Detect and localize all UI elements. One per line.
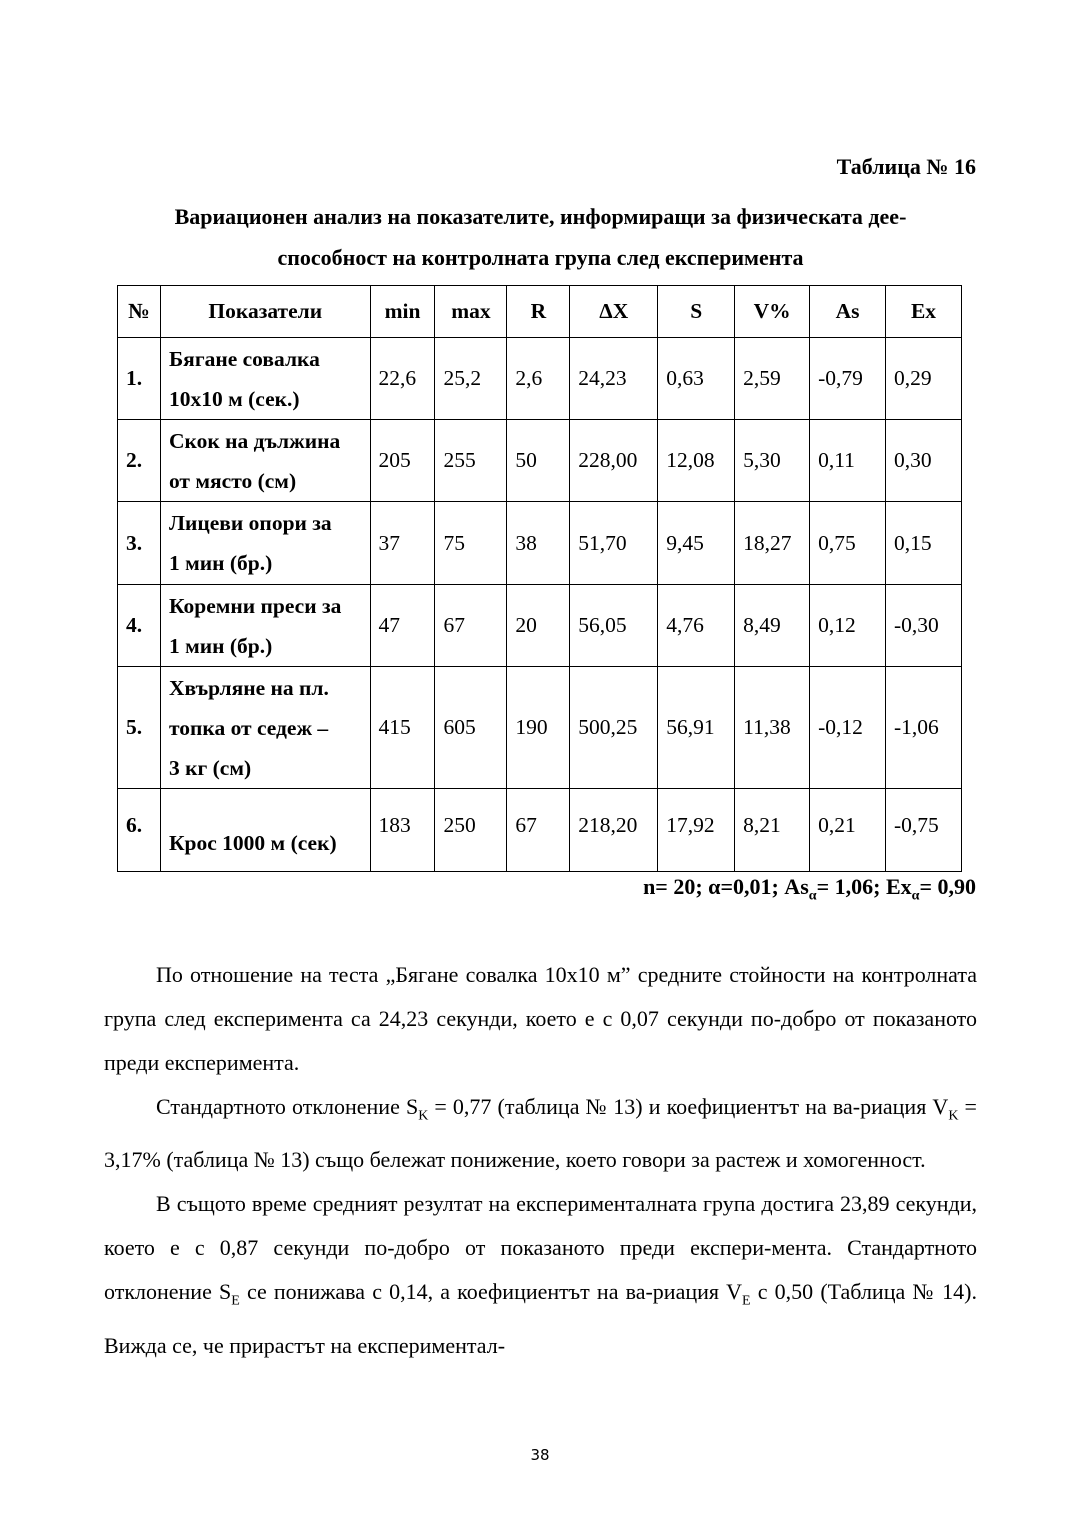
header-min: min	[370, 286, 435, 338]
row-number: 2.	[118, 420, 161, 502]
cell-r: 67	[507, 789, 570, 872]
cell-ex: 0,15	[886, 502, 962, 585]
cell-r: 190	[507, 667, 570, 789]
cell-min: 47	[370, 585, 435, 667]
header-as: As	[810, 286, 886, 338]
table-label: Таблица № 16	[836, 154, 976, 179]
indicator-name: Коремни преси за 1 мин (бр.)	[160, 585, 370, 667]
cell-r: 50	[507, 420, 570, 502]
cell-as: -0,79	[810, 338, 886, 420]
header-mean: ΔX	[570, 286, 658, 338]
row-number: 1.	[118, 338, 161, 420]
header-r: R	[507, 286, 570, 338]
cell-max: 605	[435, 667, 507, 789]
header-indicators: Показатели	[160, 286, 370, 338]
cell-min: 22,6	[370, 338, 435, 420]
cell-ex: -0,30	[886, 585, 962, 667]
header-s: S	[658, 286, 735, 338]
cell-mean: 228,00	[570, 420, 658, 502]
cell-as: 0,75	[810, 502, 886, 585]
cell-as: 0,12	[810, 585, 886, 667]
table-row	[118, 338, 962, 420]
cell-ex: 0,29	[886, 338, 962, 420]
cell-mean: 500,25	[570, 667, 658, 789]
row-number: 5.	[118, 667, 161, 789]
table-caption	[104, 196, 977, 278]
cell-v: 5,30	[735, 420, 810, 502]
cell-mean: 24,23	[570, 338, 658, 420]
cell-r: 38	[507, 502, 570, 585]
cell-s: 0,63	[658, 338, 735, 420]
table-row	[118, 789, 962, 872]
cell-v: 8,21	[735, 789, 810, 872]
cell-s: 9,45	[658, 502, 735, 585]
paragraph-2: Стандартното отклонение $S_K = 0,77$ (таблица № 13) и коефициентът на ва-риация $V_K = 3,17\%$ (таблица № 13) също бележат понижение, което говори за растеж и хомогенност.	[104, 1094, 977, 1173]
indicator-name: Хвърляне на пл. топка от седеж – 3 кг (см)	[160, 667, 370, 789]
header-ex: Ex	[886, 286, 962, 338]
page-number: 38	[530, 1446, 550, 1464]
caption-line-1: Вариационен анализ на показателите, информиращи за физическата дее-	[174, 204, 907, 229]
cell-mean: 218,20	[570, 789, 658, 872]
body-text	[104, 953, 977, 1368]
header-max: max	[435, 286, 507, 338]
caption-line-2: способност на контролната група след експеримента	[277, 245, 804, 270]
cell-as: -0,12	[810, 667, 886, 789]
indicator-name: Бягане совалка 10х10 м (сек.)	[160, 338, 370, 420]
cell-max: 25,2	[435, 338, 507, 420]
indicator-name: Крос 1000 м (сек)	[160, 789, 370, 872]
table-row	[118, 420, 962, 502]
cell-max: 75	[435, 502, 507, 585]
cell-max: 67	[435, 585, 507, 667]
paragraph-1: По отношение на теста „Бягане совалка 10х10 м” средните стойности на контролната група след експеримента са 24,23 секунди, което е с 0,07 секунди по-добро от показаното преди експеримента.	[104, 962, 977, 1075]
table-row	[118, 585, 962, 667]
cell-min: 183	[370, 789, 435, 872]
cell-v: 11,38	[735, 667, 810, 789]
cell-mean: 56,05	[570, 585, 658, 667]
cell-s: 56,91	[658, 667, 735, 789]
cell-min: 415	[370, 667, 435, 789]
cell-max: 250	[435, 789, 507, 872]
cell-min: 205	[370, 420, 435, 502]
cell-r: 20	[507, 585, 570, 667]
table-row	[118, 502, 962, 585]
table-note: n= 20; α=0,01; $As_\alpha= 1,06$; $Ex_\alpha= 0,90$	[643, 874, 976, 904]
row-number: 4.	[118, 585, 161, 667]
cell-ex: -1,06	[886, 667, 962, 789]
cell-as: 0,11	[810, 420, 886, 502]
cell-min: 37	[370, 502, 435, 585]
cell-v: 2,59	[735, 338, 810, 420]
header-v: V%	[735, 286, 810, 338]
cell-v: 18,27	[735, 502, 810, 585]
statistics-table	[117, 285, 962, 872]
paragraph-3: В същото време средният резултат на експерименталната група достига 23,89 секунди, което е с 0,87 секунди по-добро от показаното преди експери-мента. Стандартното отклонение $S_E$ се понижава с 0,14, а коефициентът на ва-риация $V_E$ с 0,50 (Таблица № 14). Вижда се, че прирастът на експериментал-	[104, 1191, 978, 1358]
row-number: 3.	[118, 502, 161, 585]
cell-ex: -0,75	[886, 789, 962, 872]
cell-v: 8,49	[735, 585, 810, 667]
indicator-name: Лицеви опори за 1 мин (бр.)	[160, 502, 370, 585]
cell-as: 0,21	[810, 789, 886, 872]
cell-s: 17,92	[658, 789, 735, 872]
indicator-name: Скок на дължина от място (см)	[160, 420, 370, 502]
cell-s: 12,08	[658, 420, 735, 502]
header-no: №	[118, 286, 161, 338]
row-number: 6.	[118, 789, 161, 872]
table-row	[118, 667, 962, 789]
cell-mean: 51,70	[570, 502, 658, 585]
cell-max: 255	[435, 420, 507, 502]
table-header-row	[118, 286, 962, 338]
cell-r: 2,6	[507, 338, 570, 420]
cell-ex: 0,30	[886, 420, 962, 502]
cell-s: 4,76	[658, 585, 735, 667]
